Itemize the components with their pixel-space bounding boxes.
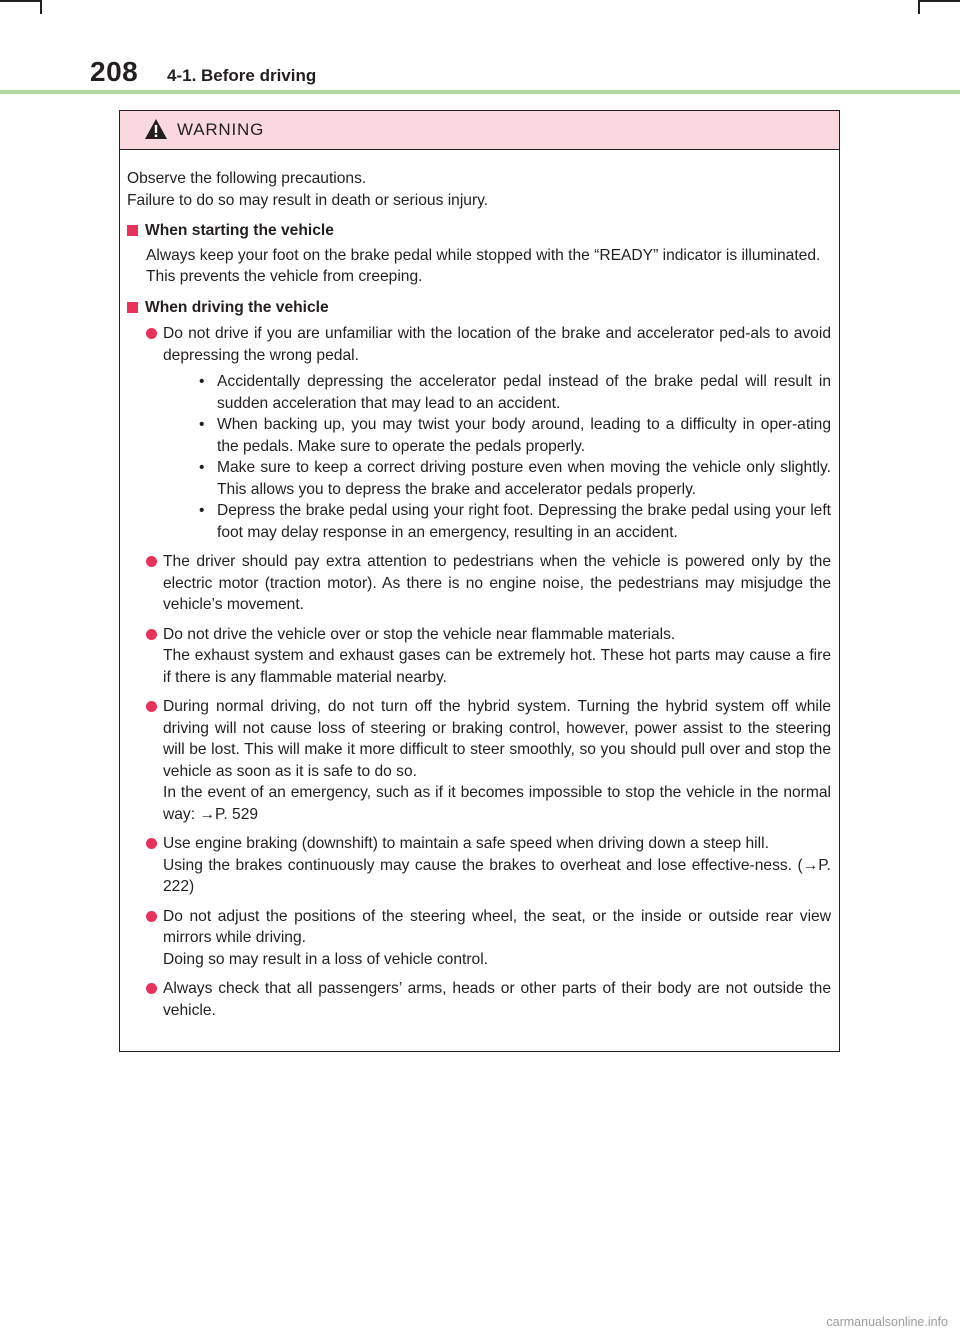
bullet-line: Always check that all passengers’ arms, heads or other parts of their body are not outside the vehicle. (163, 980, 831, 1019)
warning-triangle-icon (144, 118, 168, 140)
bullet-text (163, 906, 831, 971)
section-heading (127, 220, 831, 242)
list-item (127, 551, 831, 616)
sub-bullet-icon: • (199, 416, 205, 433)
sub-item (199, 500, 831, 543)
warning-box (119, 110, 840, 1052)
section-paragraph: Always keep your foot on the brake pedal while stopped with the “READY” indicator is illuminated. This prevents the vehicle from creeping. (146, 246, 821, 285)
section-heading-text: When driving the vehicle (145, 298, 329, 316)
crop-mark (0, 0, 40, 2)
bullet-line: Doing so may result in a loss of vehicle control. (163, 950, 489, 968)
bullet-line: The driver should pay extra attention to pedestrians when the vehicle is powered only by the electric motor (traction motor). As there is no engine noise, the pedestrians may misjudge the vehicle’s movement. (163, 553, 831, 613)
intro-line: Observe the following precautions. (127, 170, 367, 187)
bullet-text (163, 624, 831, 689)
list-item (127, 323, 831, 543)
sub-item-text: Accidentally depressing the accelerator pedal instead of the brake pedal will result in sudden acceleration that may lead to an accident. (217, 373, 831, 412)
watermark: carmanualsonline.info (826, 1315, 948, 1329)
round-bullet-icon (146, 701, 157, 712)
round-bullet-icon (146, 328, 157, 339)
bullet-text (163, 323, 831, 543)
bullet-line: Do not drive the vehicle over or stop the vehicle near flammable materials. (163, 625, 676, 643)
crop-mark (920, 0, 960, 2)
list-item (127, 906, 831, 971)
sub-item (199, 414, 831, 457)
bullet-line: The exhaust system and exhaust gases can be extremely hot. These hot parts may cause a fire if there is any flammable material nearby. (163, 647, 831, 686)
sub-item (199, 457, 831, 500)
warning-intro (127, 168, 831, 211)
sub-item-text: Depress the brake pedal using your right foot. Depressing the brake pedal using your left foot may delay response in an emergency, resulting in an accident. (217, 502, 831, 541)
bullet-text (163, 978, 831, 1021)
sub-list (199, 371, 831, 543)
square-bullet-icon (127, 225, 138, 236)
bullet-line: Using the brakes continuously may cause the brakes to overheat and lose effective-ness. (→P. 222) (163, 856, 831, 895)
page-number: 208 (90, 56, 139, 87)
bullet-line: Do not drive if you are unfamiliar with the location of the brake and accelerator ped-als to avoid depressing the wrong pedal. (163, 325, 831, 364)
warning-title: WARNING (177, 120, 265, 139)
bullet-list (127, 323, 831, 1021)
crop-mark (40, 0, 42, 14)
list-item (127, 696, 831, 825)
crop-mark (918, 0, 920, 14)
list-item (127, 833, 831, 898)
sub-bullet-icon: • (199, 459, 205, 476)
round-bullet-icon (146, 983, 157, 994)
bullet-line: In the event of an emergency, such as if it becomes impossible to stop the vehicle in the normal way: →P. 529 (163, 784, 831, 823)
bullet-line: During normal driving, do not turn off the hybrid system. Turning the hybrid system off while driving will not cause loss of steering or braking control, however, power assist to the steering will be lost. This will make it more difficult to steer smoothly, so you should pull over and stop the vehicle as soon as it is safe to do so. (163, 698, 831, 780)
square-bullet-icon (127, 302, 138, 313)
round-bullet-icon (146, 556, 157, 567)
section-heading (127, 297, 831, 319)
warning-header (120, 111, 839, 150)
bullet-text (163, 833, 831, 898)
bullet-line: Use engine braking (downshift) to maintain a safe speed when driving down a steep hill. (163, 835, 769, 852)
sub-bullet-icon: • (199, 373, 205, 390)
round-bullet-icon (146, 838, 157, 849)
section-heading-text: When starting the vehicle (145, 222, 334, 239)
page-header (90, 52, 890, 92)
section-title: 4-1. Before driving (167, 66, 317, 85)
bullet-text (163, 696, 831, 825)
sub-item-text: When backing up, you may twist your body around, leading to a difficulty in oper-ating the pedals. Make sure to operate the pedals properly. (217, 416, 831, 455)
sub-bullet-icon: • (199, 502, 205, 519)
warning-body (120, 150, 839, 1021)
round-bullet-icon (146, 911, 157, 922)
intro-line: Failure to do so may result in death or serious injury. (127, 191, 489, 209)
list-item (127, 978, 831, 1021)
bullet-text (163, 551, 831, 616)
round-bullet-icon (146, 629, 157, 640)
header-rule (0, 90, 960, 94)
bullet-line: Do not adjust the positions of the steering wheel, the seat, or the inside or outside rear view mirrors while driving. (163, 907, 831, 946)
list-item (127, 624, 831, 689)
sub-item (199, 371, 831, 414)
sub-item-text: Make sure to keep a correct driving posture even when moving the vehicle only slightly. This allows you to depress the brake and accelerator pedals properly. (217, 459, 831, 498)
